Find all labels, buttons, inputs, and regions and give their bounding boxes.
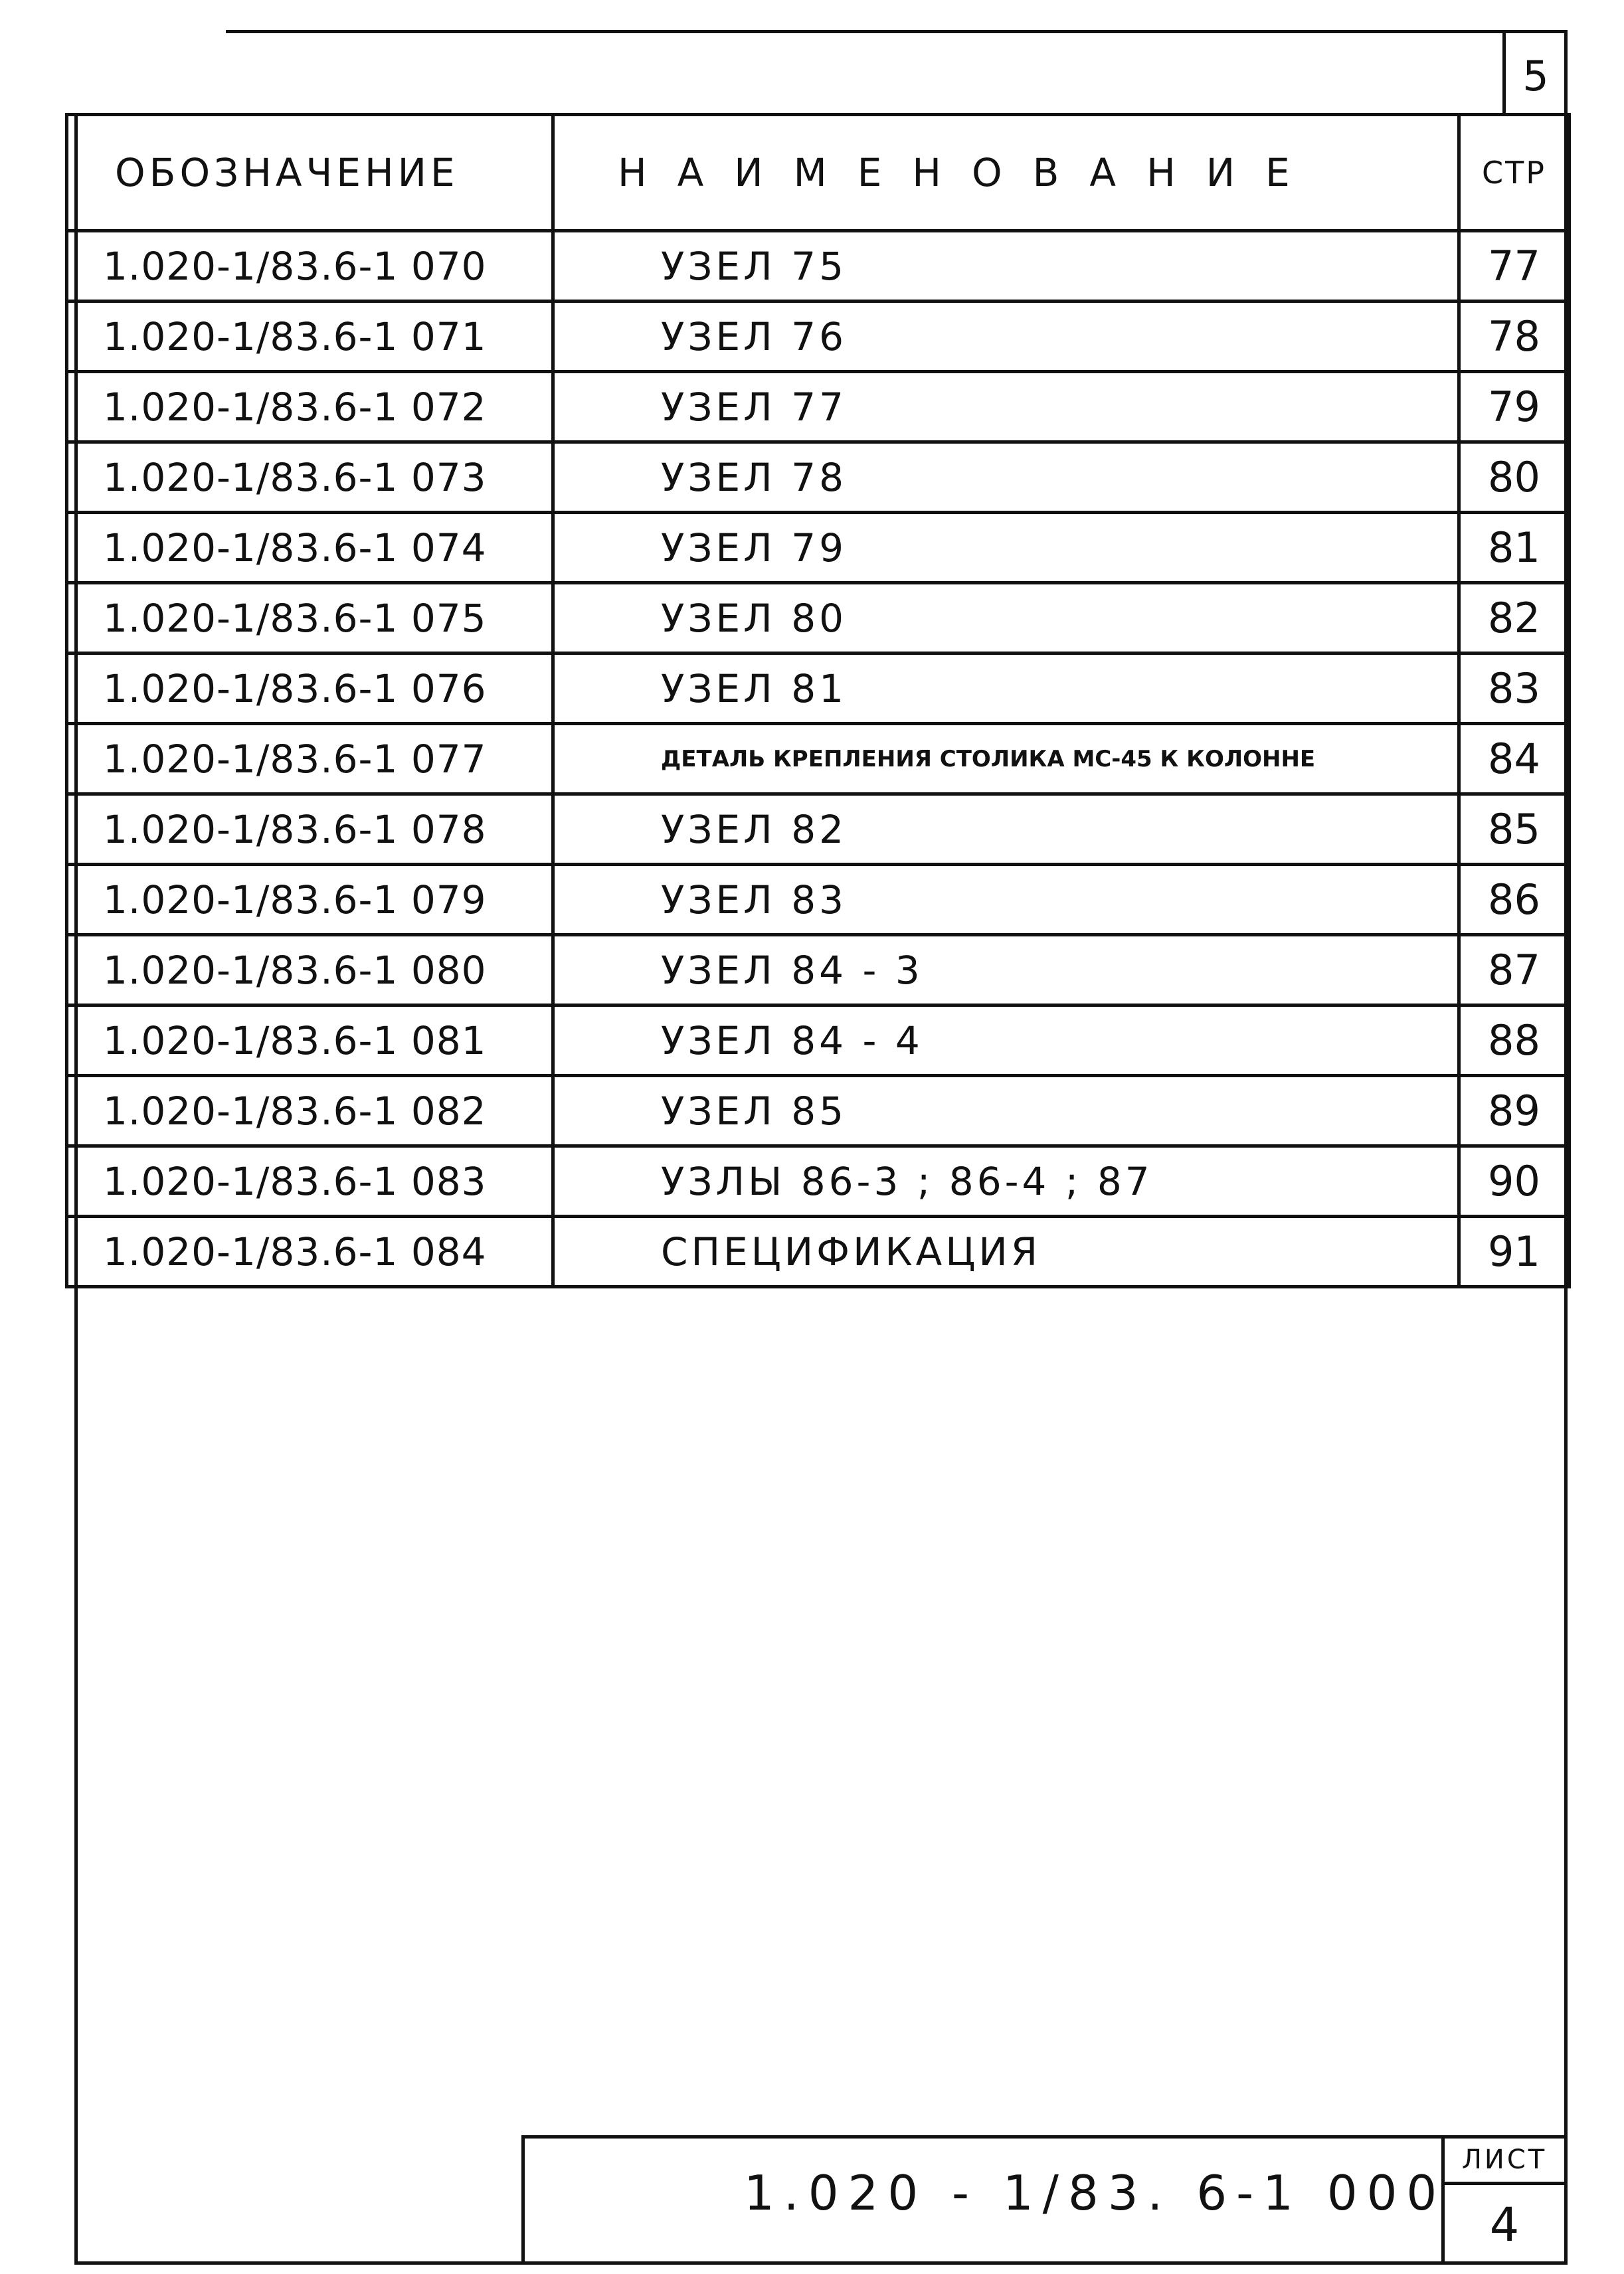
row-page: 82 bbox=[1459, 583, 1570, 654]
row-page: 90 bbox=[1459, 1146, 1570, 1217]
table-row bbox=[67, 442, 1570, 513]
table-row bbox=[67, 1006, 1570, 1076]
row-page: 81 bbox=[1459, 513, 1570, 583]
row-page: 83 bbox=[1459, 654, 1570, 724]
table-row bbox=[67, 372, 1570, 442]
row-code: 1.020-1/83.6-1 079 bbox=[67, 865, 553, 935]
row-code: 1.020-1/83.6-1 084 bbox=[67, 1217, 553, 1287]
row-code: 1.020-1/83.6-1 072 bbox=[67, 372, 553, 442]
table-row bbox=[67, 1217, 1570, 1287]
row-page: 86 bbox=[1459, 865, 1570, 935]
row-name: УЗЕЛ 85 bbox=[553, 1076, 1459, 1146]
row-page: 88 bbox=[1459, 1006, 1570, 1076]
sheet-number: 4 bbox=[1489, 2198, 1520, 2252]
table-row bbox=[67, 583, 1570, 654]
table-row bbox=[67, 302, 1570, 372]
row-name: УЗЕЛ 75 bbox=[553, 231, 1459, 302]
row-code: 1.020-1/83.6-1 083 bbox=[67, 1146, 553, 1217]
row-page: 79 bbox=[1459, 372, 1570, 442]
row-name: УЗЕЛ 84 - 3 bbox=[553, 935, 1459, 1006]
table-row bbox=[67, 794, 1570, 865]
contents-table bbox=[65, 113, 1571, 1288]
row-name: УЗЛЫ 86-3 ; 86-4 ; 87 bbox=[553, 1146, 1459, 1217]
row-code: 1.020-1/83.6-1 081 bbox=[67, 1006, 553, 1076]
table-header-row bbox=[67, 115, 1570, 231]
row-name: УЗЕЛ 82 bbox=[553, 794, 1459, 865]
row-code: 1.020-1/83.6-1 071 bbox=[67, 302, 553, 372]
header-page: СТР bbox=[1459, 115, 1570, 231]
table-row bbox=[67, 865, 1570, 935]
top-border-line bbox=[226, 30, 1568, 33]
row-page: 84 bbox=[1459, 724, 1570, 794]
header-designation: ОБОЗНАЧЕНИЕ bbox=[67, 115, 553, 231]
row-code: 1.020-1/83.6-1 082 bbox=[67, 1076, 553, 1146]
row-name: УЗЕЛ 77 bbox=[553, 372, 1459, 442]
row-name: УЗЕЛ 80 bbox=[553, 583, 1459, 654]
document-code: 1.020 - 1/83. 6-1 000 bbox=[744, 2165, 1447, 2221]
row-page: 89 bbox=[1459, 1076, 1570, 1146]
row-page: 87 bbox=[1459, 935, 1570, 1006]
row-code: 1.020-1/83.6-1 076 bbox=[67, 654, 553, 724]
row-code: 1.020-1/83.6-1 077 bbox=[67, 724, 553, 794]
header-name: НАИМЕНОВАНИЕ bbox=[553, 115, 1459, 231]
sheet-label: ЛИСТ bbox=[1441, 2140, 1568, 2185]
row-code: 1.020-1/83.6-1 080 bbox=[67, 935, 553, 1006]
table-row bbox=[67, 1076, 1570, 1146]
row-name: ДЕТАЛЬ КРЕПЛЕНИЯ СТОЛИКА МС-45 К КОЛОННЕ bbox=[553, 724, 1459, 794]
table-row bbox=[67, 231, 1570, 302]
row-code: 1.020-1/83.6-1 075 bbox=[67, 583, 553, 654]
table-row bbox=[67, 513, 1570, 583]
row-code: 1.020-1/83.6-1 073 bbox=[67, 442, 553, 513]
row-page: 91 bbox=[1459, 1217, 1570, 1287]
row-name: УЗЕЛ 79 bbox=[553, 513, 1459, 583]
row-code: 1.020-1/83.6-1 070 bbox=[67, 231, 553, 302]
row-page: 78 bbox=[1459, 302, 1570, 372]
row-name: УЗЕЛ 78 bbox=[553, 442, 1459, 513]
table-row bbox=[67, 724, 1570, 794]
row-name: УЗЕЛ 83 bbox=[553, 865, 1459, 935]
row-code: 1.020-1/83.6-1 074 bbox=[67, 513, 553, 583]
row-name: УЗЕЛ 84 - 4 bbox=[553, 1006, 1459, 1076]
corner-page-number: 5 bbox=[1522, 52, 1549, 100]
row-name: УЗЕЛ 81 bbox=[553, 654, 1459, 724]
row-code: 1.020-1/83.6-1 078 bbox=[67, 794, 553, 865]
table-row bbox=[67, 1146, 1570, 1217]
table-row bbox=[67, 654, 1570, 724]
row-page: 85 bbox=[1459, 794, 1570, 865]
row-name: УЗЕЛ 76 bbox=[553, 302, 1459, 372]
row-page: 80 bbox=[1459, 442, 1570, 513]
row-page: 77 bbox=[1459, 231, 1570, 302]
table-row bbox=[67, 935, 1570, 1006]
row-name: СПЕЦИФИКАЦИЯ bbox=[553, 1217, 1459, 1287]
